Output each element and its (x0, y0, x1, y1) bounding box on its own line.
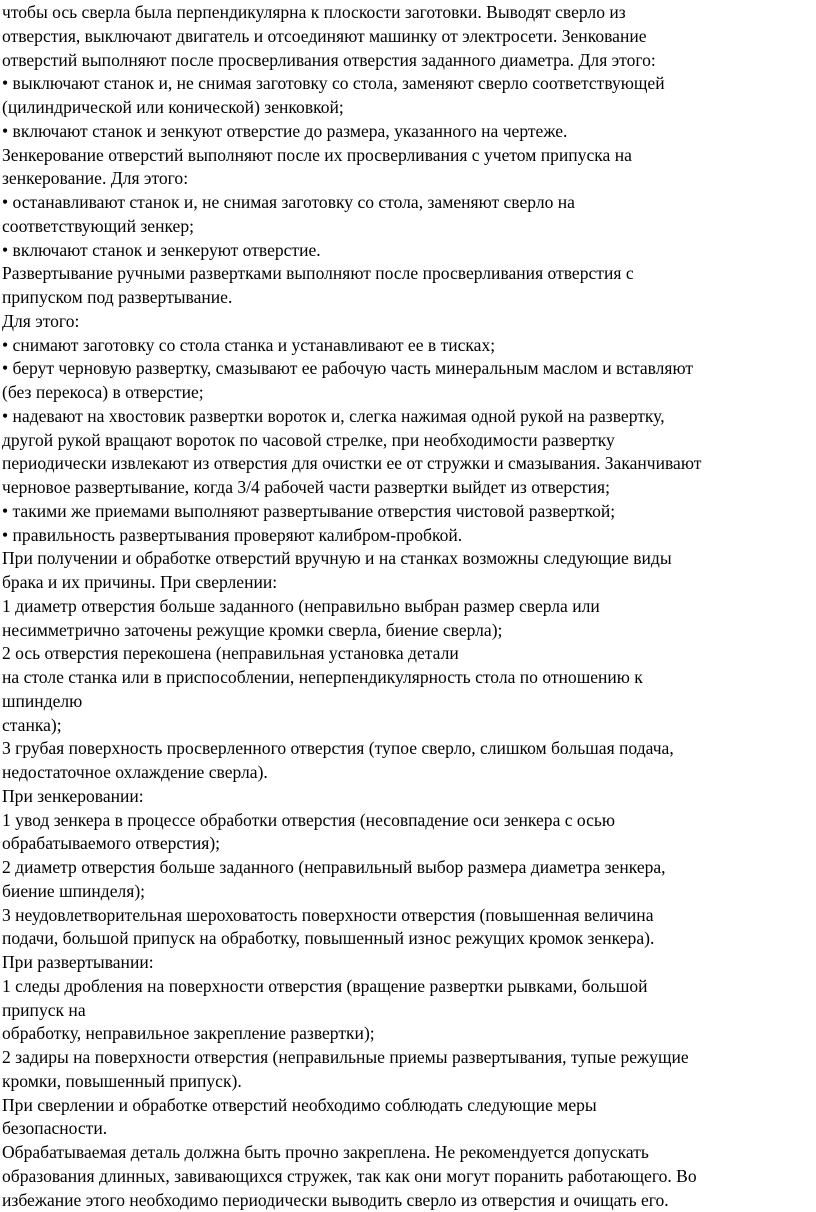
text-line: другой рукой вращают вороток по часовой стрелке, при необходимости развертку (2, 429, 814, 453)
text-line: Для этого: (2, 310, 814, 334)
text-line: • правильность развертывания проверяют калибром-пробкой. (2, 524, 814, 548)
text-line: периодически извлекают из отверстия для очистки ее от стружки и смазывания. Заканчивают (2, 452, 814, 476)
text-line: соответствующий зенкер; (2, 215, 814, 239)
text-line: • такими же приемами выполняют развертывание отверстия чистовой разверткой; (2, 500, 814, 524)
text-line: • включают станок и зенкуют отверстие до размера, указанного на чертеже. (2, 120, 814, 144)
text-line: 1 диаметр отверстия больше заданного (неправильно выбран размер сверла или (2, 595, 814, 619)
text-line: (цилиндрической или конической) зенковкой; (2, 96, 814, 120)
text-line: брака и их причины. При сверлении: (2, 571, 814, 595)
text-line: 2 ось отверстия перекошена (неправильная установка детали (2, 642, 814, 666)
text-line: припуском под развертывание. (2, 286, 814, 310)
text-line: обрабатываемого отверстия); (2, 832, 814, 856)
text-line: зенкерование. Для этого: (2, 167, 814, 191)
text-line: кромки, повышенный припуск). (2, 1070, 814, 1094)
text-line: безопасности. (2, 1117, 814, 1141)
text-line: При сверлении и обработке отверстий необходимо соблюдать следующие меры (2, 1094, 814, 1118)
text-line: • останавливают станок и, не снимая заготовку со стола, заменяют сверло на (2, 191, 814, 215)
text-line: 3 грубая поверхность просверленного отверстия (тупое сверло, слишком большая подача, (2, 737, 814, 761)
text-line: 1 следы дробления на поверхности отверстия (вращение развертки рывками, большой (2, 975, 814, 999)
text-line: образования длинных, завивающихся стружек, так как они могут поранить работающего. Во (2, 1165, 814, 1189)
text-line: 2 задиры на поверхности отверстия (неправильные приемы развертывания, тупые режущие (2, 1046, 814, 1070)
text-line: 2 диаметр отверстия больше заданного (неправильный выбор размера диаметра зенкера, (2, 856, 814, 880)
text-line: черновое развертывание, когда 3/4 рабочей части развертки выйдет из отверстия; (2, 476, 814, 500)
text-line: • включают станок и зенкеруют отверстие. (2, 239, 814, 263)
text-line: станка); (2, 714, 814, 738)
text-line: • надевают на хвостовик развертки вороток и, слегка нажимая одной рукой на развертку, (2, 405, 814, 429)
text-line: 1 увод зенкера в процессе обработки отверстия (несовпадение оси зенкера с осью (2, 809, 814, 833)
text-line: Зенкерование отверстий выполняют после их просверливания с учетом припуска на (2, 144, 814, 168)
text-line: При получении и обработке отверстий вручную и на станках возможны следующие виды (2, 547, 814, 571)
text-line: биение шпинделя); (2, 880, 814, 904)
text-line: • берут черновую развертку, смазывают ее рабочую часть минеральным маслом и вставляют (2, 357, 814, 381)
text-line: шпинделю (2, 690, 814, 714)
text-line: • выключают станок и, не снимая заготовку со стола, заменяют сверло соответствующей (2, 72, 814, 96)
text-line: недостаточное охлаждение сверла). (2, 761, 814, 785)
text-line: несимметрично заточены режущие кромки сверла, биение сверла); (2, 619, 814, 643)
text-line: чтобы ось сверла была перпендикулярна к плоскости заготовки. Выводят сверло из (2, 1, 814, 25)
text-line: на столе станка или в приспособлении, неперпендикулярность стола по отношению к (2, 666, 814, 690)
text-line: • снимают заготовку со стола станка и устанавливают ее в тисках; (2, 334, 814, 358)
text-line: Развертывание ручными развертками выполняют после просверливания отверстия с (2, 262, 814, 286)
text-line: подачи, большой припуск на обработку, повышенный износ режущих кромок зенкера). (2, 927, 814, 951)
text-line: При развертывании: (2, 951, 814, 975)
text-line: При зенкеровании: (2, 785, 814, 809)
text-line: избежание этого необходимо периодически выводить сверло из отверстия и очищать его. (2, 1189, 814, 1212)
text-line: отверстий выполняют после просверливания отверстия заданного диаметра. Для этого: (2, 49, 814, 73)
text-line: (без перекоса) в отверстие; (2, 381, 814, 405)
text-line: отверстия, выключают двигатель и отсоединяют машинку от электросети. Зенкование (2, 25, 814, 49)
text-line: припуск на (2, 999, 814, 1023)
text-line: обработку, неправильное закрепление развертки); (2, 1022, 814, 1046)
text-line: 3 неудовлетворительная шероховатость поверхности отверстия (повышенная величина (2, 904, 814, 928)
text-line: Обрабатываемая деталь должна быть прочно закреплена. Не рекомендуется допускать (2, 1141, 814, 1165)
